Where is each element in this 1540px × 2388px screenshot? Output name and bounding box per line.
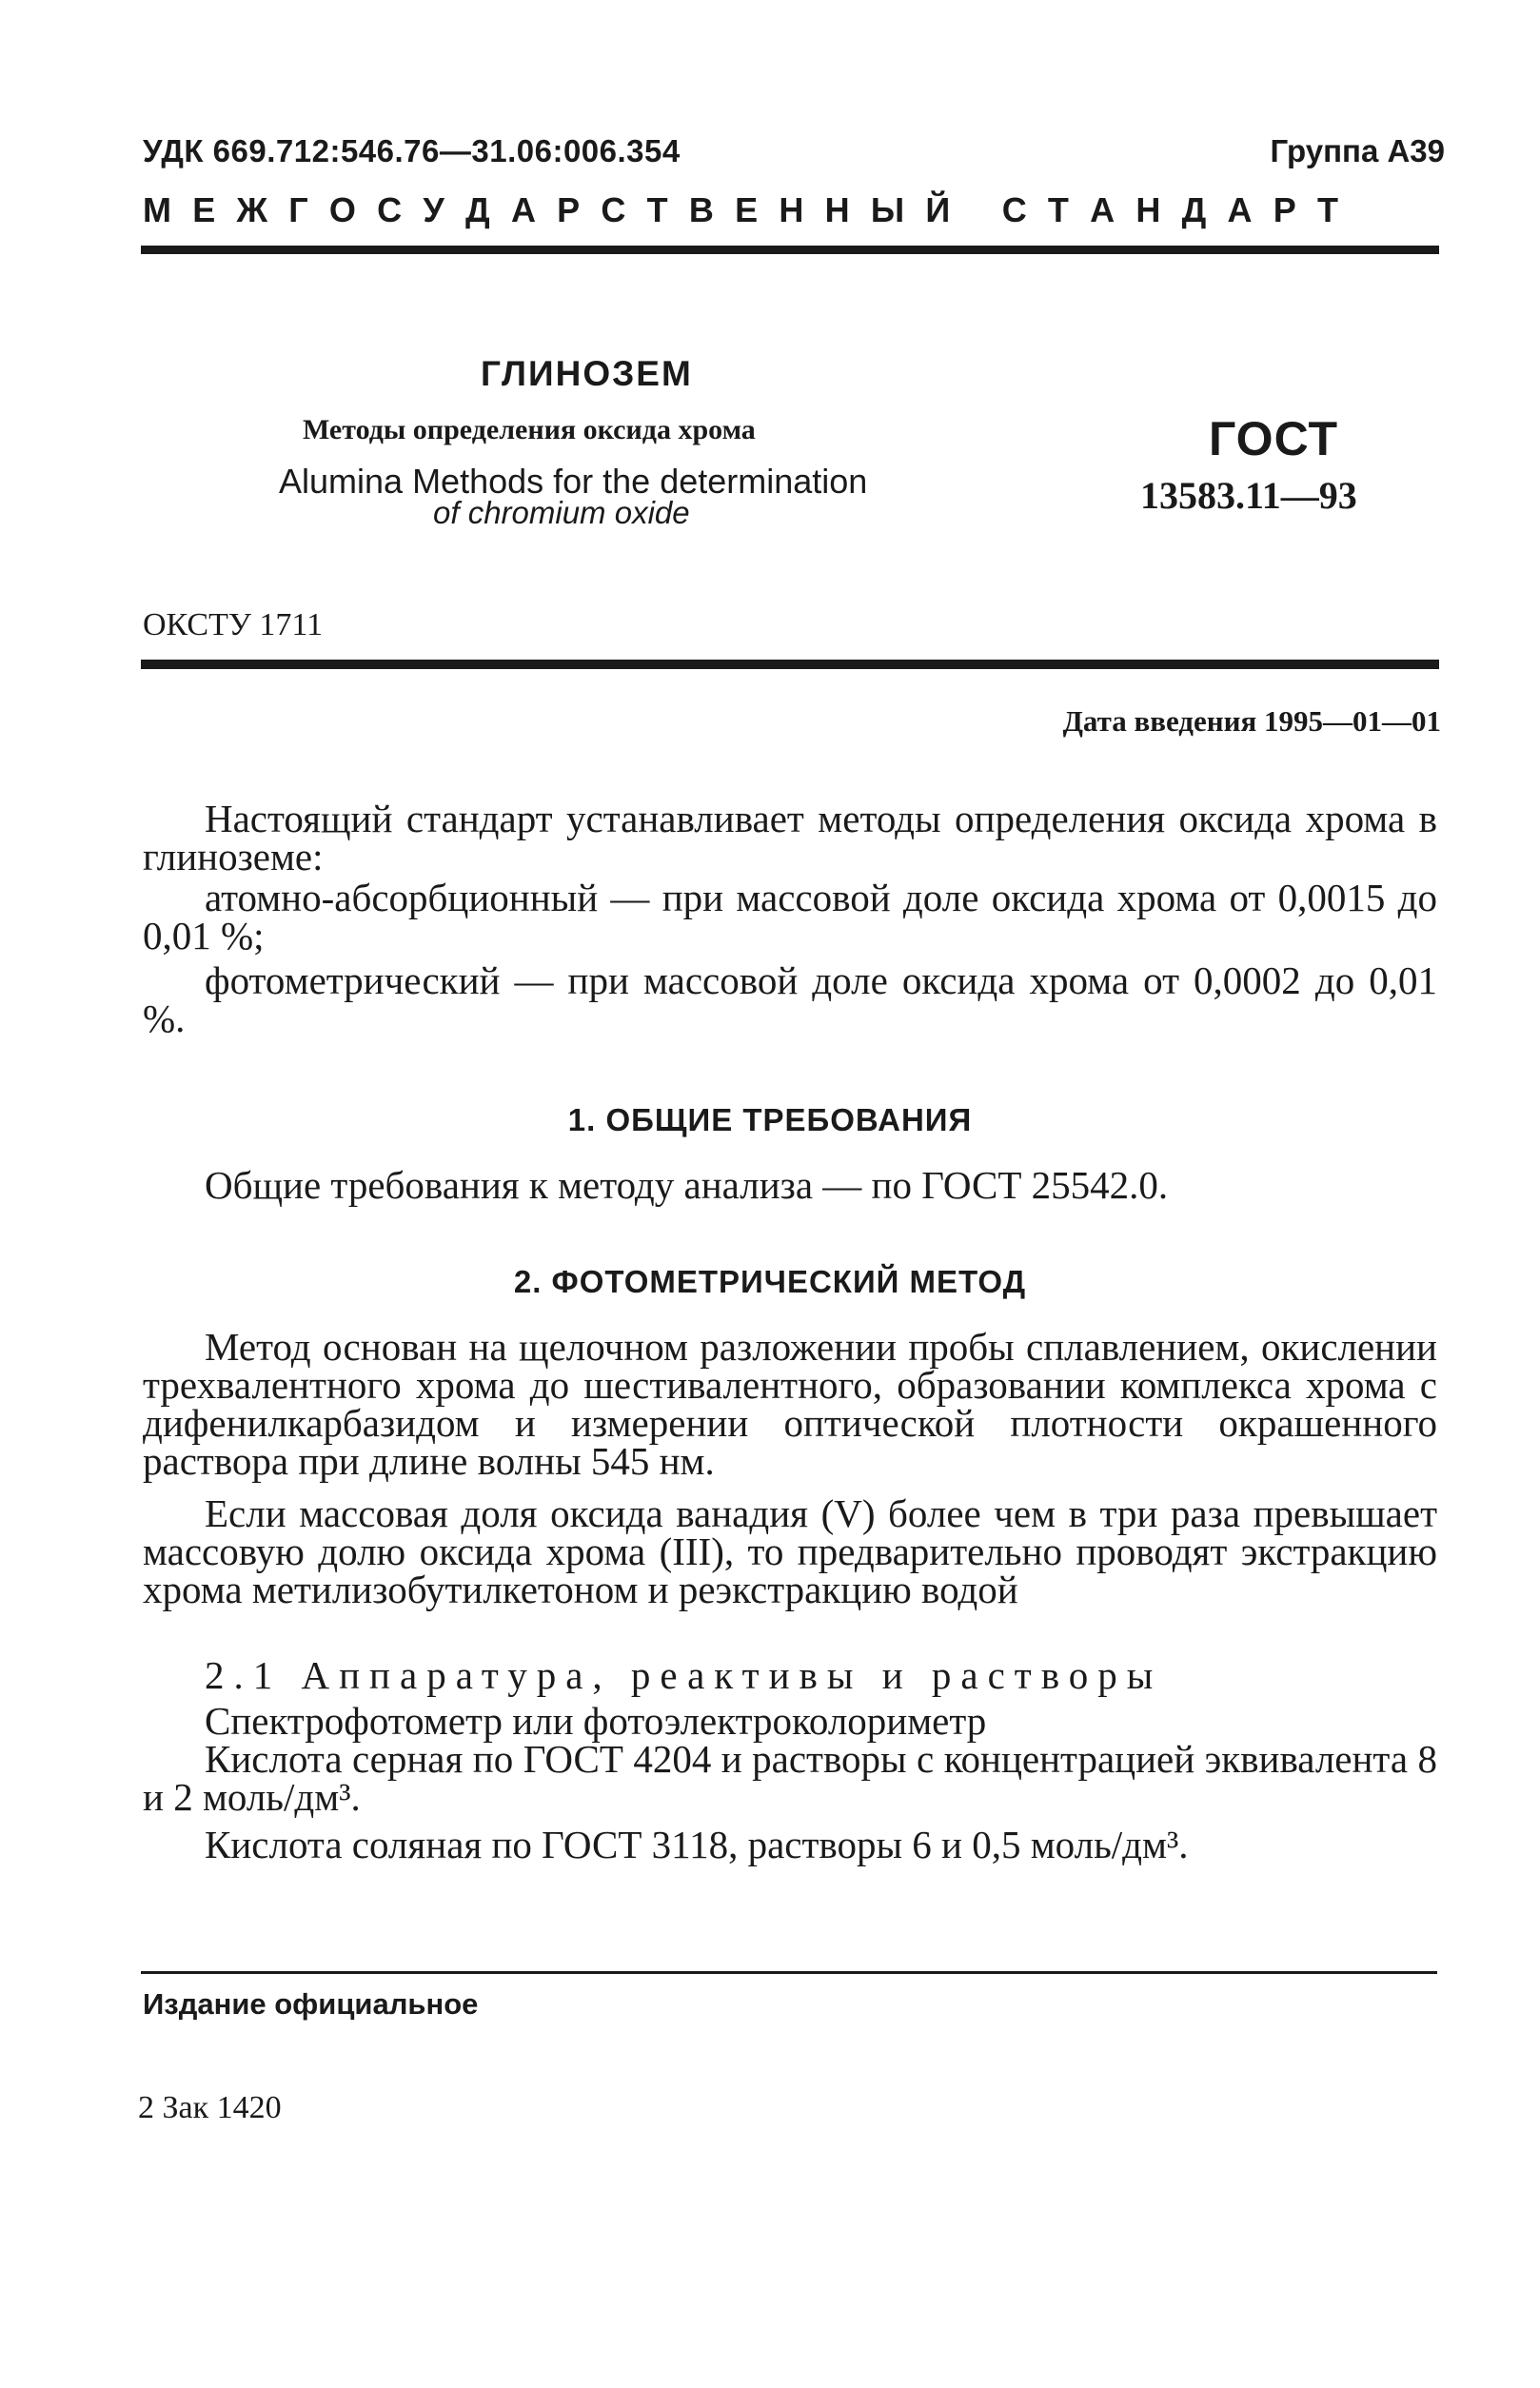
interstate-label-letter: Р xyxy=(557,190,581,229)
interstate-label-letter: А xyxy=(510,190,536,229)
interstate-label-letter: Т xyxy=(1317,190,1338,229)
interstate-label-letter: Е xyxy=(192,190,216,229)
interstate-label-letter: Н xyxy=(1135,190,1161,229)
subsection-heading-apparatus: 2.1 Аппаратура, реактивы и растворы xyxy=(205,1653,1163,1697)
header-rule xyxy=(141,246,1439,254)
gost-number: 13583.11—93 xyxy=(1140,474,1357,517)
document-title: ГЛИНОЗЕМ xyxy=(481,354,693,393)
interstate-label-letter: А xyxy=(1227,190,1253,229)
footer-rule xyxy=(141,1971,1437,1974)
interstate-label-letter: Е xyxy=(735,190,759,229)
interstate-label-letter: А xyxy=(1090,190,1116,229)
interstate-standard-label xyxy=(143,190,1338,230)
okstu-code: ОКСТУ 1711 xyxy=(143,607,324,642)
reagent-item-hydrochloric-acid: Кислота соляная по ГОСТ 3118, растворы 6 и 0,5 моль/дм³. xyxy=(205,1823,1189,1866)
edition-label: Издание официальное xyxy=(143,1987,479,2021)
interstate-label-letter: Д xyxy=(1181,190,1207,229)
reagent-item-sulfuric-acid: Кислота серная по ГОСТ 4204 и растворы с концентрацией эквивалента 8 и 2 моль/дм³. xyxy=(143,1737,1437,1819)
gost-label: ГОСТ xyxy=(1209,412,1338,465)
interstate-label-letter xyxy=(971,190,980,230)
interstate-label-letter: У xyxy=(423,190,444,229)
interstate-label-letter: Н xyxy=(779,190,804,229)
udk-code: УДК 669.712:546.76—31.06:006.354 xyxy=(143,133,681,168)
interstate-label-letter: Ы xyxy=(870,190,905,229)
section-heading-general: 1. ОБЩИЕ ТРЕБОВАНИЯ xyxy=(567,1102,973,1137)
interstate-label-letter: О xyxy=(328,190,356,229)
interstate-label-letter: М xyxy=(143,190,171,229)
subtitle-english-line2: of chromium oxide xyxy=(433,495,690,530)
scope-method-photometric: фотометрический — при массовой доле оксида хрома от 0,0002 до 0,01 %. xyxy=(143,958,1437,1040)
introduction-date: Дата введения 1995—01—01 xyxy=(1062,704,1441,738)
general-requirements-paragraph: Общие требования к методу анализа — по ГОСТ 25542.0. xyxy=(205,1163,1169,1207)
interstate-label-letter: Й xyxy=(925,190,951,229)
interstate-label-letter: В xyxy=(688,190,714,229)
interstate-label-letter: Т xyxy=(1047,190,1069,229)
vanadium-note-paragraph: Если массовая доля оксида ванадия (V) более чем в три раза превышает массовую долю оксида хрома (III), то предварительно проводят экстракцию хрома метилизобутилкетоном и реэкстракцию водой xyxy=(143,1491,1437,1611)
section-heading-photometric: 2. ФОТОМЕТРИЧЕСКИЙ МЕТОД xyxy=(513,1264,1027,1299)
subtitle-english-line1: Alumina Methods for the determination xyxy=(279,462,868,501)
scope-method-atomic-absorption: атомно-абсорбционный — при массовой доле оксида хрома от 0,0015 до 0,01 %; xyxy=(143,876,1437,957)
title-rule xyxy=(141,660,1439,669)
apparatus-item-spectrophotometer: Спектрофотометр или фотоэлектроколориметр xyxy=(205,1699,987,1743)
method-principle-paragraph: Метод основан на щелочном разложении пробы сплавлением, окислении трехвалентного хрома до шестивалентного, образовании комплекса хрома с дифенилкарбазидом и измерении оптической плотности окрашенного раствора при длине волны 545 нм. xyxy=(143,1325,1437,1483)
interstate-label-letter: Д xyxy=(465,190,490,229)
order-number: 2 Зак 1420 xyxy=(138,2090,282,2125)
interstate-label-letter: Ж xyxy=(236,190,268,229)
interstate-label-letter: Н xyxy=(824,190,850,229)
interstate-label-letter: С xyxy=(377,190,403,229)
subtitle-russian: Методы определения оксида хрома xyxy=(303,414,756,445)
interstate-label-letter: Р xyxy=(1273,190,1296,229)
interstate-label-letter: С xyxy=(1001,190,1027,229)
group-code: Группа А39 xyxy=(1270,133,1445,168)
interstate-label-letter: С xyxy=(601,190,626,229)
scope-paragraph: Настоящий стандарт устанавливает методы определения оксида хрома в глиноземе: xyxy=(143,797,1437,878)
interstate-label-letter: Г xyxy=(288,190,308,229)
interstate-label-letter: Т xyxy=(646,190,668,229)
